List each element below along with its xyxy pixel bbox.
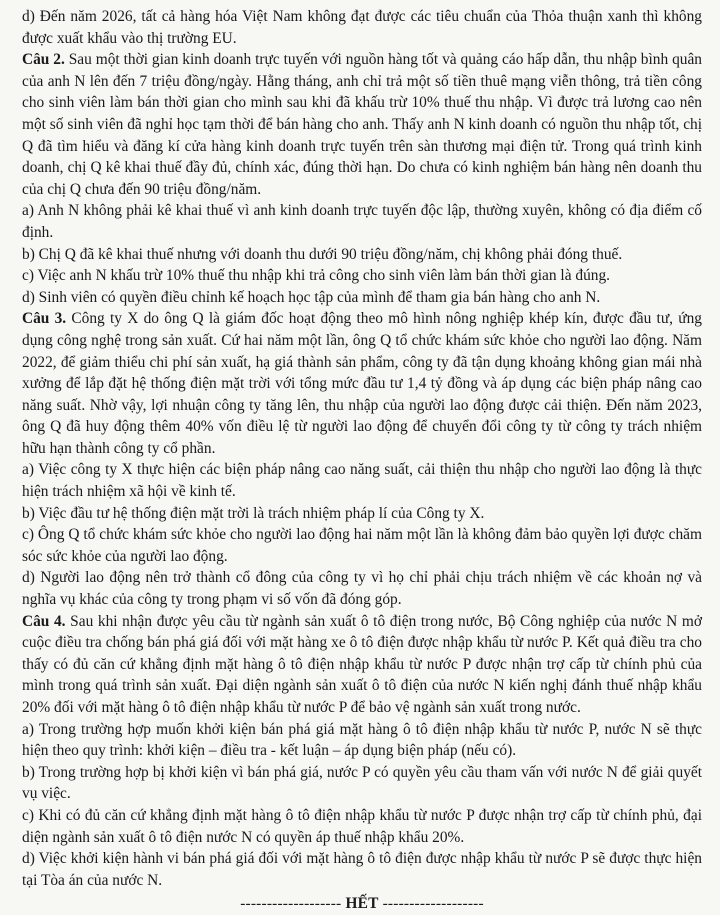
q2-stem (22, 49, 702, 200)
end-word: HẾT (345, 895, 379, 913)
question-4 (22, 611, 702, 892)
q4-body: Sau khi nhận được yêu cầu từ ngành sản xuất ô tô điện trong nước, Bộ Công nghiệp của nước N mở cuộc điều tra chống bán phá giá đối với mặt hàng xe ô tô điện được nhập khẩu từ nước P. Kết quả điều tra cho thấy có đủ căn cứ khẳng định mặt hàng ô tô điện nhập khẩu từ nước P được nhận trợ cấp từ chính phủ của mình trong quá trình sản xuất. Đại diện ngành sản xuất ô tô điện của nước N kiến nghị đánh thuế nhập khẩu 20% đối với mặt hàng ô tô điện nhập khẩu từ nước P để bảo vệ ngành sản xuất trong nước. (22, 612, 702, 716)
q2-option-c: c) Việc anh N khấu trừ 10% thuế thu nhập khi trả công cho sinh viên làm bán thời gian là đúng. (22, 267, 611, 285)
q4-option-c: c) Khi có đủ căn cứ khẳng định mặt hàng ô tô điện nhập khẩu từ nước P được nhận trợ cấp từ chính phủ, đại diện ngành sản xuất ô tô điện nước N có quyền áp thuế nhập khẩu 20%. (22, 806, 702, 846)
q3-option-b: b) Việc đầu tư hệ thống điện mặt trời là trách nhiệm pháp lí của Công ty X. (22, 504, 485, 522)
q3-option-c: c) Ông Q tổ chức khám sức khỏe cho người lao động hai năm một lần là không đảm bảo quyền lợi được chăm sóc sức khỏe của người lao động. (22, 526, 702, 565)
q2-option-a: a) Anh N không phải kê khai thuế vì anh kinh doanh trực tuyến độc lập, thường xuyên, không có địa điểm cố định. (22, 202, 702, 241)
q3-body: Công ty X do ông Q là giám đốc hoạt động theo mô hình nông nghiệp khép kín, được đầu tư, ứng dụng công nghệ trong sản xuất. Cứ hai năm một lần, ông Q tổ chức khám sức khỏe cho người lao động. Năm 2022, để giảm thiểu chi phí sản xuất, hạ giá thành sản phẩm, công ty đã tận dụng khoảng không gian mái nhà xưởng để lắp đặt hệ thống điện mặt trời với tổng mức đầu tư 1,4 tỷ đồng và áp dụng các biện pháp nâng cao năng suất. Nhờ vậy, lợi nhuận công ty tăng lên, thu nhập của người lao động được cải thiện. Đến năm 2023, ông Q đã huy động thêm 40% vốn điều lệ từ người lao động để chuyển đổi công ty từ công ty trách nhiệm hữu hạn thành công ty cổ phần. (22, 310, 702, 457)
question-2 (22, 49, 702, 308)
q4-title: Câu 4. (22, 612, 66, 630)
q2-body: Sau một thời gian kinh doanh trực tuyến với nguồn hàng tốt và quảng cáo hấp dẫn, thu nhập bình quân của anh N lên đến 7 triệu đồng/ngày. Hằng tháng, anh chỉ trả một số tiền thuê mạng viễn thông, trả tiền công cho sinh viên làm bán thời gian cho mình sau khi đã khấu trừ 10% thuế thu nhập. Vì được trả lương cao nên một số sinh viên đã nghỉ học tạm thời để bán hàng cho anh. Thấy anh N kinh doanh có nguồn thu nhập tốt, chị Q đã tìm hiểu và đăng kí cửa hàng kinh doanh trực tuyến trên sàn thương mại điện tử. Trong quá trình kinh doanh, chị Q kê khai thuế đầy đủ, chính xác, đúng thời hạn. Do chưa có kinh nghiệm bán hàng nên doanh thu của chị Q chưa đến 90 triệu đồng/năm. (22, 51, 702, 198)
q3-title: Câu 3. (22, 310, 67, 328)
q4-stem (22, 611, 702, 719)
q4-option-a: a) Trong trường hợp muốn khởi kiện bán phá giá mặt hàng ô tô điện nhập khẩu từ nước P, nước N sẽ thực hiện theo quy trình: khởi kiện – điều tra - kết luận – áp dụng biện pháp (nếu có). (22, 720, 702, 760)
q2-option-b: b) Chị Q đã kê khai thuế nhưng với doanh thu dưới 90 triệu đồng/năm, chị không phải đóng thuế. (22, 245, 623, 263)
end-marker (22, 893, 702, 915)
end-dashes-right: ------------------- (382, 895, 484, 913)
q3-option-d: d) Người lao động nên trở thành cổ đông của công ty vì họ chỉ phải chịu trách nhiệm về các khoản nợ và nghĩa vụ khác của công ty trong phạm vi số vốn đã đóng góp. (22, 569, 702, 609)
end-dashes-left: ------------------- (240, 895, 342, 913)
question-3 (22, 308, 702, 610)
q4-option-d: d) Việc khởi kiện hành vi bán phá giá đối với mặt hàng ô tô điện được nhập khẩu từ nước P sẽ được thực hiện tại Tòa án của nước N. (22, 850, 702, 889)
q4-option-b: b) Trong trường hợp bị khởi kiện vì bán phá giá, nước P có quyền yêu cầu tham vấn với nước N để giải quyết vụ việc. (22, 763, 702, 803)
q1-option-d: d) Đến năm 2026, tất cả hàng hóa Việt Nam không đạt được các tiêu chuẩn của Thỏa thuận xanh thì không được xuất khẩu vào thị trường EU. (22, 8, 702, 47)
q2-title: Câu 2. (22, 51, 65, 69)
q3-option-a: a) Việc công ty X thực hiện các biện pháp nâng cao năng suất, cải thiện thu nhập cho người lao động là thực hiện trách nhiệm xã hội về kinh tế. (22, 461, 702, 501)
q2-option-d: d) Sinh viên có quyền điều chỉnh kế hoạch học tập của mình để tham gia bán hàng cho anh N. (22, 288, 601, 306)
q3-stem (22, 308, 702, 459)
